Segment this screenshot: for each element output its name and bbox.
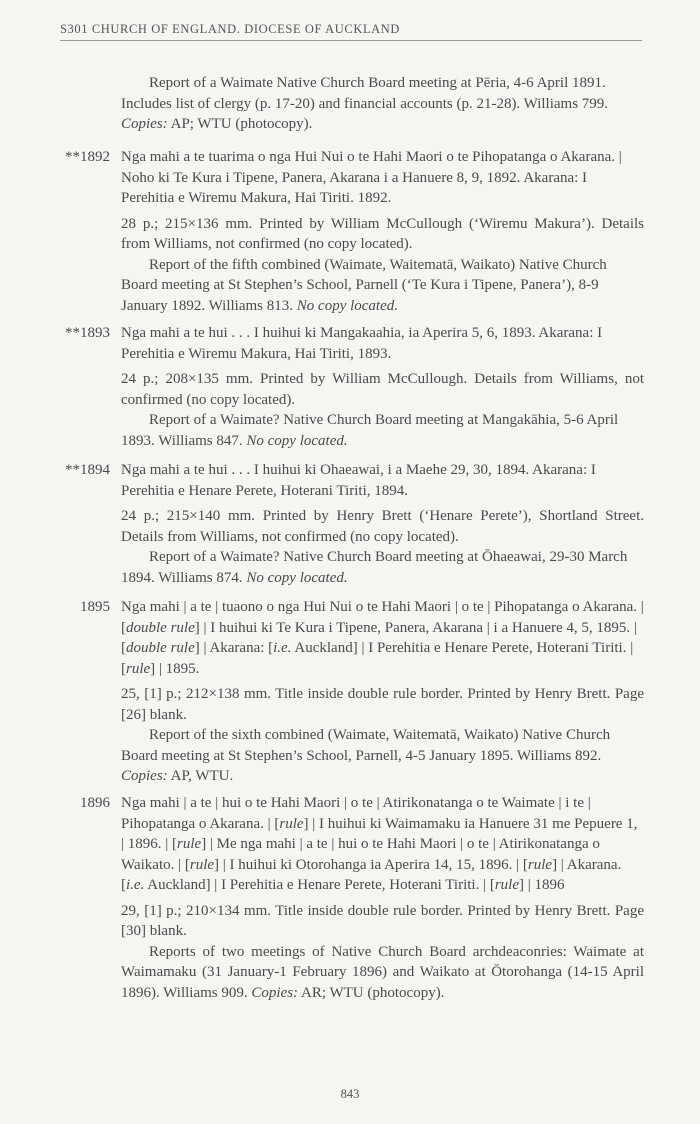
entry-note (121, 725, 644, 787)
page-number: 843 (340, 1087, 360, 1101)
title-part: Auckland] | I Perehitia e Henare Perete, Hoterani Tiriti. | [ (144, 877, 495, 893)
entry-1892 (121, 147, 644, 316)
title-emphasis: double rule (126, 640, 195, 656)
copies-label: Copies: (251, 984, 299, 1001)
entry-note (121, 255, 644, 317)
entry-number-1896: 1896 (80, 795, 110, 811)
entry-number-1892: **1892 (65, 149, 110, 165)
entry-note (121, 410, 644, 451)
title-part: ] | I huihui ki Otorohanga ia Aperira 14, 15, 1896. | [ (214, 856, 528, 873)
entry-number-1895: 1895 (80, 599, 110, 615)
title-part: Auckland] | I Perehitia e Henare Perete, Hoterani Tiriti. | [ (121, 640, 634, 677)
copies-value: AR; WTU (photocopy). (300, 984, 445, 1001)
entry-1894 (121, 460, 644, 588)
title-part: ] | 1896 (519, 877, 565, 893)
copies-value: AP; WTU (photocopy). (170, 116, 313, 132)
entry-title (121, 793, 644, 896)
running-head: S301 CHURCH OF ENGLAND. DIOCESE OF AUCKLAND (60, 22, 642, 41)
title-emphasis: rule (189, 856, 215, 873)
note-text: Report of the sixth combined (Waimate, Waitematā, Waikato) Native Church Board meeting at St Stephen’s School, Parnell, 4-5 January 1895. Williams 892. (121, 727, 611, 764)
entry-number-1894: **1894 (65, 462, 110, 478)
entry-title: Nga mahi a te tuarima o nga Hui Nui o te Hahi Maori o te Pihopatanga o Akarana. | Noho ki Te Kura i Tipene, Panera, Akarana i a Hanuere 8, 9, 1892. Akarana: I Perehitia e Wiremu Makura, Hai Tiriti. 1892. (121, 149, 622, 206)
entry-title (121, 597, 644, 679)
note-text: Report of the fifth combined (Waimate, Waitematā, Waikato) Native Church Board meeting at St Stephen’s School, Parnell (‘Te Kura i Tipene, Panera’), 8-9 January 1892. Williams 813. (121, 256, 607, 314)
entry-description: 29, [1] p.; 210×134 mm. Title inside double rule border. Printed by Henry Brett. Page [30] blank. (121, 902, 644, 939)
title-emphasis: double rule (126, 619, 195, 636)
intro-text: Report of a Waimate Native Church Board meeting at Pēria, 4-6 April 1891. Includes list of clergy (p. 17-20) and financial accounts (p. 21-28). Williams 799. (121, 75, 609, 112)
entry-1895 (121, 597, 644, 787)
title-part: ] | I huihui ki Waimamaku ia Hanuere 31 me Pepuere 1, | 1896. | [ (121, 815, 638, 852)
intro-entry (121, 73, 644, 135)
title-part: ] | Akarana. [ (121, 856, 622, 893)
copies-label: Copies: (121, 116, 168, 132)
entry-description: 24 p.; 208×135 mm. Printed by William McCullough. Details from Williams, not confirmed (no copy located). (121, 371, 644, 408)
title-part: ] | 1895. (150, 660, 200, 677)
intro-paragraph (121, 73, 644, 135)
copies-value: AP, WTU. (170, 768, 234, 784)
title-emphasis: i.e. (126, 877, 145, 893)
note-text: Report of a Waimate? Native Church Board meeting at Mangakāhia, 5-6 April 1893. Williams 847. (121, 412, 619, 449)
entry-1896 (121, 793, 644, 1003)
note-emphasis: No copy located. (246, 432, 348, 449)
note-emphasis: No copy located. (296, 297, 399, 314)
title-part: ] | Akarana: [ (194, 640, 274, 656)
title-part: ] | Me nga mahi | a te | hui o te Hahi Maori | o te | Atirikonatanga o Waikato. | [ (121, 836, 600, 873)
title-emphasis: rule (177, 836, 202, 852)
entry-description: 28 p.; 215×136 mm. Printed by William McCullough (‘Wiremu Makura’). Details from Williams, not confirmed (no copy located). (121, 215, 644, 252)
title-part: ] | I huihui ki Te Kura i Tipene, Panera, Akarana | i a Hanuere 4, 5, 1895. | [ (121, 619, 637, 656)
title-part: Nga mahi | a te | tuaono o nga Hui Nui o te Hahi Maori | o te | Pihopatanga o Akarana. | [ (121, 599, 644, 636)
entry-title: Nga mahi a te hui . . . I huihui ki Mangakaahia, ia Aperira 5, 6, 1893. Akarana: I Perehitia e Wiremu Makura, Hai Tiriti, 1893. (121, 325, 603, 362)
note-text: Reports of two meetings of Native Church Board archdeaconries: Waimate at Waimamaku (31 January-1 February 1896) and Waikato at Ōtorohanga (14-15 April 1896). Williams 909. (121, 943, 644, 1001)
entry-description: 25, [1] p.; 212×138 mm. Title inside double rule border. Printed by Henry Brett. Page [26] blank. (121, 686, 644, 723)
title-emphasis: rule (494, 877, 519, 893)
title-emphasis: i.e. (273, 640, 292, 656)
entry-description: 24 p.; 215×140 mm. Printed by Henry Brett (‘Henare Perete’), Shortland Street. Details from Williams, not confirmed (no copy located). (121, 508, 644, 545)
title-part: Nga mahi | a te | hui o te Hahi Maori | o te | Atirikonatanga o te Waimate | i te | Pihopatanga o Akarana. | [ (121, 795, 591, 832)
title-emphasis: rule (279, 815, 304, 832)
entry-1893 (121, 323, 644, 451)
entry-number-1893: **1893 (65, 325, 110, 341)
title-emphasis: rule (527, 856, 553, 873)
entry-note (121, 942, 644, 1004)
entry-title: Nga mahi a te hui . . . I huihui ki Ohaeawai, i a Maehe 29, 30, 1894. Akarana: I Perehitia e Henare Perete, Hoterani Tiriti, 1894. (121, 462, 596, 499)
copies-label: Copies: (121, 768, 168, 784)
title-emphasis: rule (126, 660, 151, 677)
entry-note (121, 547, 644, 588)
note-emphasis: No copy located. (246, 569, 348, 586)
note-text: Report of a Waimate? Native Church Board meeting at Ōhaeawai, 29-30 March 1894. Williams 874. (121, 549, 628, 586)
